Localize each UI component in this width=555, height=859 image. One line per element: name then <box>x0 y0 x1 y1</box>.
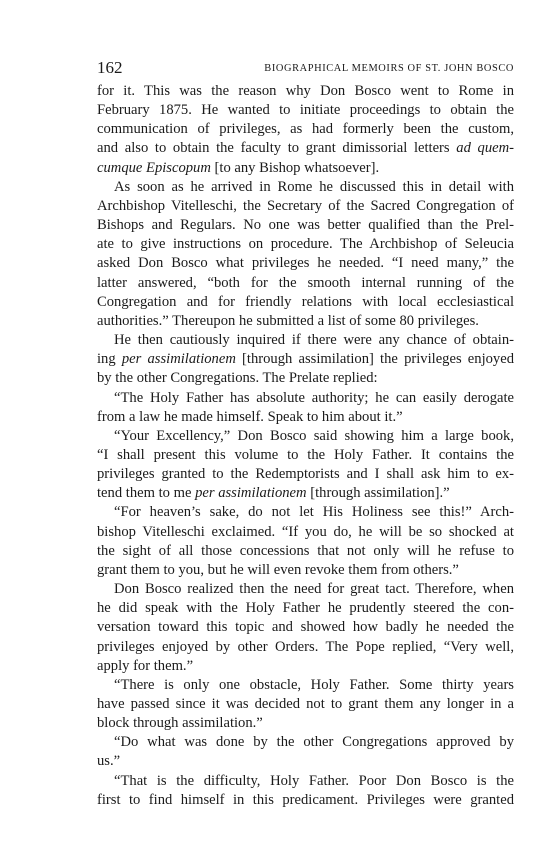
text-run: [through assimilation] the privileges enjoyed <box>235 351 515 368</box>
text-line <box>97 752 514 771</box>
text-run: Archbishop Vitelleschi, the Secretary of the Sacred Congregation of <box>97 197 514 214</box>
text-line <box>97 178 514 197</box>
text-line <box>97 484 514 503</box>
italic-phrase: cumque Episcopum <box>97 159 211 176</box>
text-run: and also to obtain the faculty to grant dimissorial letters <box>97 140 457 157</box>
text-run: As soon as he arrived in Rome he discussed this in detail with <box>114 178 514 195</box>
text-run: communication of privileges, as had formerly been the custom, <box>97 121 514 138</box>
running-head: BIOGRAPHICAL MEMOIRS OF ST. JOHN BOSCO <box>264 63 514 74</box>
text-run: “The Holy Father has absolute authority; he can easily derogate <box>114 389 514 406</box>
text-run: privileges granted to the Redemptorists and I shall ask him to ex- <box>97 466 514 483</box>
text-run: grant them to you, but he will even revoke them from others.” <box>97 561 459 578</box>
text-run: asked Don Bosco what privileges he needed. “I need many,” the <box>97 255 514 272</box>
text-line <box>97 657 514 676</box>
text-line <box>97 274 514 293</box>
text-line <box>97 101 514 120</box>
text-line <box>97 465 514 484</box>
text-run: by the other Congregations. The Prelate replied: <box>97 370 378 387</box>
page-number: 162 <box>97 58 123 77</box>
text-line <box>97 599 514 618</box>
text-run: [through assimilation].” <box>306 485 450 502</box>
page-header <box>97 58 514 80</box>
text-line <box>97 638 514 657</box>
text-run: first to find himself in this predicament. Privileges were granted <box>97 791 514 808</box>
text-run: versation toward this topic and showed how badly he needed the <box>97 619 514 636</box>
text-run: block through assimilation.” <box>97 715 263 732</box>
text-run: have passed since it was decided not to grant them any longer in a <box>97 696 514 712</box>
text-line <box>97 139 514 158</box>
text-line <box>97 389 514 408</box>
text-line <box>97 503 514 522</box>
text-run: February 1875. He wanted to initiate proceedings to obtain the <box>97 102 514 119</box>
text-run: he did speak with the Holy Father he prudently steered the con- <box>97 600 514 617</box>
text-line <box>97 446 514 465</box>
text-line <box>97 427 514 446</box>
text-run: He then cautiously inquired if there were any chance of obtain- <box>114 332 514 349</box>
text-line <box>97 312 514 331</box>
text-line <box>97 772 514 791</box>
text-line <box>97 523 514 542</box>
text-line <box>97 120 514 139</box>
text-line <box>97 676 514 695</box>
text-run: Bishops and Regulars. No one was better qualified than the Prel- <box>97 217 514 234</box>
text-line <box>97 82 514 101</box>
text-run: bishop Vitelleschi exclaimed. “If you do, he will be so shocked at <box>97 523 514 540</box>
text-run: from a law he made himself. Speak to him about it.” <box>97 408 403 425</box>
text-line <box>97 695 514 714</box>
text-run: privileges enjoyed by other Orders. The Pope replied, “Very well, <box>97 638 514 655</box>
text-line <box>97 408 514 427</box>
text-run: the sight of all those concessions that not only will he refuse to <box>97 542 514 559</box>
text-run: “That is the difficulty, Holy Father. Poor Don Bosco is the <box>114 772 514 789</box>
text-run: “There is only one obstacle, Holy Father. Some thirty years <box>114 676 514 693</box>
text-line <box>97 580 514 599</box>
italic-phrase: per assimilationem <box>195 485 307 502</box>
italic-phrase: per assimilationem <box>121 351 236 368</box>
text-run: “Do what was done by the other Congregations approved by <box>114 734 514 751</box>
text-run: [to any Bishop whatsoever]. <box>210 159 380 176</box>
text-line <box>97 369 514 388</box>
text-line <box>97 350 514 369</box>
body-text <box>97 82 514 810</box>
text-run: “Your Excellency,” Don Bosco said showing him a large book, <box>114 427 514 444</box>
text-line <box>97 293 514 312</box>
text-run: latter answered, “both for the smooth internal running of the <box>97 274 514 291</box>
text-run: ing <box>97 351 122 368</box>
text-line <box>97 331 514 350</box>
text-line <box>97 216 514 235</box>
text-run: “For heaven’s sake, do not let His Holiness see this!” Arch- <box>114 504 514 521</box>
text-line <box>97 235 514 254</box>
book-page <box>97 58 514 810</box>
text-run: for it. This was the reason why Don Bosco went to Rome in <box>97 83 514 99</box>
text-line <box>97 791 514 810</box>
text-run: apply for them.” <box>97 657 194 674</box>
text-run: Don Bosco realized then the need for great tact. Therefore, when <box>114 581 514 598</box>
text-run: tend them to me <box>97 485 196 502</box>
text-line <box>97 159 514 178</box>
text-line <box>97 714 514 733</box>
text-run: Congregation and for friendly relations with local ecclesiastical <box>97 293 514 310</box>
italic-phrase: ad quem- <box>456 140 514 157</box>
text-line <box>97 618 514 637</box>
text-line <box>97 254 514 273</box>
text-run: ate to give instructions on procedure. The Archbishop of Seleucia <box>97 236 514 253</box>
text-line <box>97 733 514 752</box>
text-run: “I shall present this volume to the Holy Father. It contains the <box>97 446 514 463</box>
text-line <box>97 561 514 580</box>
text-line <box>97 542 514 561</box>
text-run: authorities.” Thereupon he submitted a list of some 80 privileges. <box>97 312 479 329</box>
text-run: us.” <box>97 753 121 770</box>
text-line <box>97 197 514 216</box>
